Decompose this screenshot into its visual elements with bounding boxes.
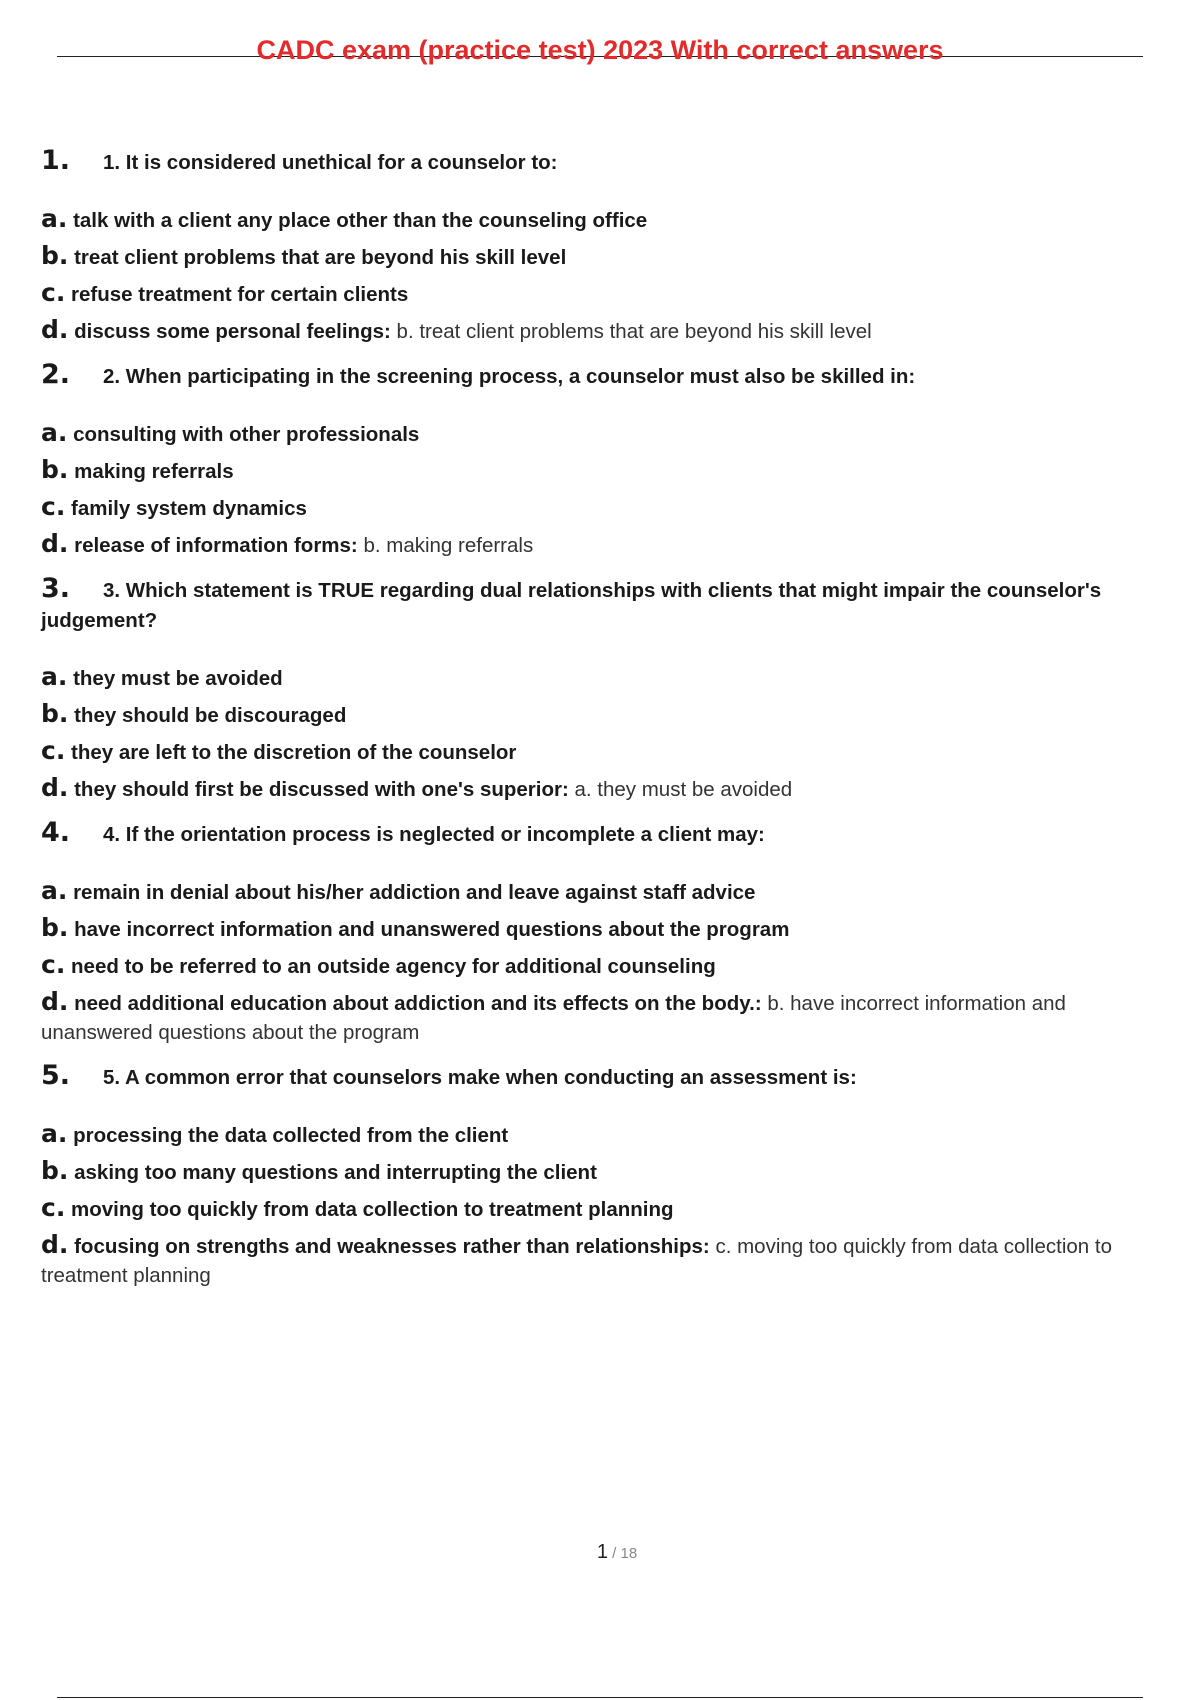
option-item — [41, 1119, 1161, 1150]
question-number: 4. — [41, 817, 71, 848]
option-letter: b. — [41, 241, 69, 270]
option-item — [41, 1193, 1161, 1224]
option-text: release of information forms: — [74, 534, 358, 557]
option-text: remain in denial about his/her addiction and leave against staff advice — [73, 881, 756, 904]
option-text: family system dynamics — [71, 497, 307, 520]
option-item — [41, 315, 1161, 346]
option-text: making referrals — [74, 460, 234, 483]
option-item — [41, 278, 1161, 309]
option-letter: a. — [41, 204, 68, 233]
question-stem — [41, 1061, 1161, 1093]
option-text: they should first be discussed with one's superior: — [74, 778, 569, 801]
option-letter: b. — [41, 699, 69, 728]
option-list — [41, 418, 1161, 560]
question-text: 2. When participating in the screening process, a counselor must also be skilled in: — [103, 365, 916, 388]
option-item — [41, 529, 1161, 560]
option-text: processing the data collected from the client — [73, 1124, 509, 1147]
question-stem — [41, 574, 1161, 636]
option-letter: c. — [41, 1193, 66, 1222]
option-letter: a. — [41, 876, 68, 905]
question-stem — [41, 360, 1161, 392]
question-number: 2. — [41, 359, 71, 390]
option-item — [41, 913, 1161, 944]
option-item — [41, 492, 1161, 523]
document-title: CADC exam (practice test) 2023 With correct answers — [256, 35, 944, 65]
option-text: focusing on strengths and weaknesses rather than relationships: — [74, 1235, 710, 1258]
option-letter: a. — [41, 418, 68, 447]
option-text: consulting with other professionals — [73, 423, 420, 446]
option-text: refuse treatment for certain clients — [71, 283, 409, 306]
option-letter: b. — [41, 1156, 69, 1185]
option-text: discuss some personal feelings: — [74, 320, 391, 343]
option-letter: b. — [41, 455, 69, 484]
question-list — [41, 146, 1161, 1304]
option-item — [41, 736, 1161, 767]
option-text: they must be avoided — [73, 667, 283, 690]
correct-answer: c. moving too quickly from data collection to treatment planning — [41, 1235, 1112, 1287]
option-text: they are left to the discretion of the counselor — [71, 741, 517, 764]
correct-answer: b. treat client problems that are beyond his skill level — [396, 320, 872, 343]
option-letter: d. — [41, 987, 69, 1016]
question-item — [41, 360, 1161, 560]
question-text: 5. A common error that counselors make when conducting an assessment is: — [103, 1066, 857, 1089]
option-text: need to be referred to an outside agency for additional counseling — [71, 955, 716, 978]
option-item — [41, 699, 1161, 730]
option-letter: d. — [41, 529, 69, 558]
question-text: 1. It is considered unethical for a counselor to: — [103, 151, 558, 174]
current-page: 1 — [596, 1541, 608, 1563]
option-letter: b. — [41, 913, 69, 942]
page-indicator — [0, 1541, 1200, 1564]
option-letter: a. — [41, 1119, 68, 1148]
option-text: they should be discouraged — [74, 704, 347, 727]
option-letter: c. — [41, 492, 66, 521]
option-text: need additional education about addiction and its effects on the body.: — [74, 992, 762, 1015]
option-list — [41, 876, 1161, 1047]
option-item — [41, 418, 1161, 449]
option-text: have incorrect information and unanswered questions about the program — [74, 918, 790, 941]
option-item — [41, 876, 1161, 907]
option-text: moving too quickly from data collection to treatment planning — [71, 1198, 674, 1221]
question-text: 4. If the orientation process is neglected or incomplete a client may: — [103, 823, 765, 846]
document-header — [57, 32, 1143, 68]
option-letter: d. — [41, 1230, 69, 1259]
option-letter: c. — [41, 950, 66, 979]
option-list — [41, 1119, 1161, 1290]
option-letter: a. — [41, 662, 68, 691]
option-item — [41, 662, 1161, 693]
question-stem — [41, 818, 1161, 850]
option-item — [41, 455, 1161, 486]
option-text: talk with a client any place other than the counseling office — [73, 209, 648, 232]
question-item — [41, 1061, 1161, 1290]
question-item — [41, 574, 1161, 804]
option-letter: d. — [41, 773, 69, 802]
option-letter: d. — [41, 315, 69, 344]
option-item — [41, 987, 1161, 1047]
option-list — [41, 662, 1161, 804]
question-number: 3. — [41, 573, 71, 604]
option-item — [41, 204, 1161, 235]
question-number: 5. — [41, 1060, 71, 1091]
option-item — [41, 773, 1161, 804]
option-list — [41, 204, 1161, 346]
option-item — [41, 1230, 1161, 1290]
option-letter: c. — [41, 278, 66, 307]
option-item — [41, 1156, 1161, 1187]
option-text: asking too many questions and interrupting the client — [74, 1161, 597, 1184]
footer-rule — [57, 1697, 1143, 1698]
question-item — [41, 146, 1161, 346]
option-item — [41, 950, 1161, 981]
option-item — [41, 241, 1161, 272]
option-letter: c. — [41, 736, 66, 765]
option-text: treat client problems that are beyond his skill level — [74, 246, 567, 269]
correct-answer: a. they must be avoided — [574, 778, 793, 801]
question-item — [41, 818, 1161, 1047]
correct-answer: b. making referrals — [363, 534, 534, 557]
correct-answer: b. have incorrect information and unanswered questions about the program — [41, 992, 1066, 1044]
question-stem — [41, 146, 1161, 178]
question-text: 3. Which statement is TRUE regarding dual relationships with clients that might impair the counselor's judgement? — [41, 579, 1102, 632]
question-number: 1. — [41, 145, 71, 176]
total-pages: / 18 — [607, 1545, 638, 1562]
